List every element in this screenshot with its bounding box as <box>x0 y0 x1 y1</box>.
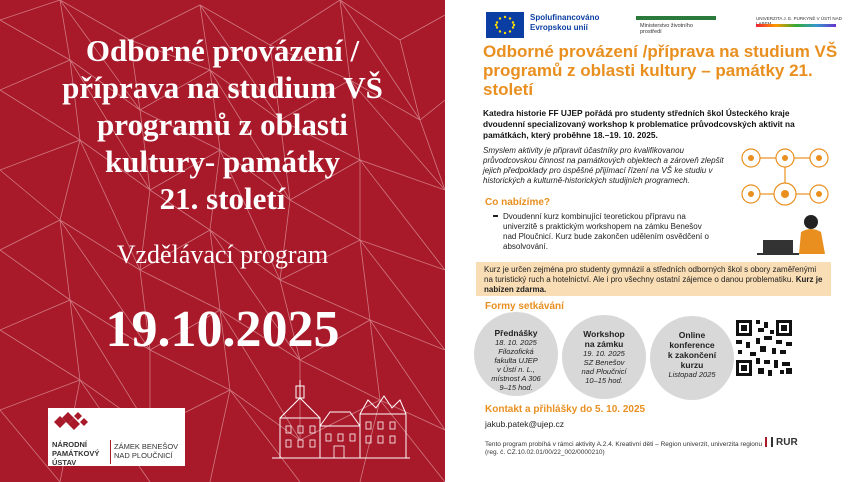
npu-name-line: ÚSTAV <box>52 458 77 467</box>
eu-text-line: Spolufinancováno <box>530 13 600 22</box>
npu-logo <box>48 408 185 466</box>
rur-icon <box>765 437 773 447</box>
form-circle-title: Online <box>678 330 706 340</box>
form-circle-line: Filozofická <box>498 347 534 356</box>
poster-title-line: příprava na studium VŠ <box>62 70 383 105</box>
form-circle-line: v Ústí n. L., <box>497 365 535 374</box>
offer-heading: Co nabízíme? <box>485 197 551 208</box>
form-circle-line: 19. 10. 2025 <box>583 349 625 358</box>
eu-flag-icon <box>486 12 524 38</box>
target-free-text: Kurz je nabízen zdarma. <box>484 275 823 294</box>
eu-text <box>530 13 599 33</box>
form-circle-line: 10–15 hod. <box>585 376 623 385</box>
right-flyer <box>468 0 856 482</box>
form-circle-title: Přednášky <box>494 328 538 338</box>
logo-strip <box>482 10 842 38</box>
ujep-logo <box>752 16 842 34</box>
ujep-text: UNIVERZITA J. E. PURKYNĚ V ÚSTÍ NAD <box>756 16 842 21</box>
contact-email[interactable]: jakub.patek@ujep.cz <box>485 419 565 429</box>
poster-title-line: programů z oblasti <box>97 107 348 142</box>
flyer-title: Odborné provázení /příprava na studium VŠ programů z oblasti kultury – památky 21. století <box>483 42 838 99</box>
form-circle-workshop <box>562 315 646 399</box>
form-circle-line: 18. 10. 2025 <box>495 338 537 347</box>
castle-drawing-icon <box>272 378 412 460</box>
form-circle-line: nad Ploučnicí <box>581 367 627 376</box>
form-circle-line: Listopad 2025 <box>668 370 716 379</box>
offer-item-text: Dvoudenní kurz kombinující teoretickou přípravu na univerzitě s praktickým workshopem na zámku Benešov nad Ploučnicí. Kurz bude zakončen udělením osvědčení o absolvování. <box>503 212 709 251</box>
form-circle-line: SZ Benešov <box>583 358 625 367</box>
form-circle-line: fakulta UJEP <box>494 356 538 365</box>
bullet-dash-icon <box>493 215 498 217</box>
castle-name <box>114 442 178 460</box>
eu-text-line: Evropskou unií <box>530 23 588 32</box>
npu-name-line: NÁRODNÍ <box>52 440 87 449</box>
castle-name-line: ZÁMEK BENEŠOV <box>114 442 179 451</box>
form-circle-title: na zámku <box>584 339 624 349</box>
rur-text: RUR <box>776 437 798 448</box>
flyer-footer: Tento program probíhá v rámci aktivity A.2.4. Kreativní děti – Region univerzit, univerzita regionu (reg. č. CZ.10.02.01/00/22_002/0000210) <box>485 441 763 456</box>
student-laptop-illustration-icon <box>733 148 833 256</box>
ministry-text: Ministerstvo životního prostředí <box>640 23 693 35</box>
npu-name-line: PAMÁTKOVÝ <box>52 449 100 458</box>
npu-emblem-icon <box>54 412 94 432</box>
poster-date: 19.10.2025 <box>105 301 340 358</box>
poster-subtitle: Vzdělávací program <box>116 240 329 269</box>
npu-divider <box>110 440 111 464</box>
poster-title-line: 21. století <box>159 181 286 216</box>
form-circle-title: kurzu <box>680 360 704 370</box>
form-circle-title: konference <box>669 340 715 350</box>
poster-title <box>20 32 425 217</box>
target-text: Kurz je určen zejména pro studenty gymnázií a středních odborných škol s obory zaměřenými na turistický ruch a hotelnictví. Ale i pro všechny ostatní zájemce o danou problematiku. <box>484 265 817 284</box>
ministry-logo <box>636 16 716 34</box>
flyer-aim: Smyslem aktivity je připravit účastníky pro kvalifikovanou průvodcovskou činnost na památkových objektech a zároveň zlepšit jejich předpoklady pro úspěšné přijímací řízení na VŠ ke studiu v historických a kulturně-historických studijních programech. <box>483 146 724 185</box>
ministry-bar <box>636 16 716 20</box>
form-circle-lectures <box>474 312 558 396</box>
form-circle-title: Workshop <box>583 329 625 339</box>
npu-name <box>52 440 112 467</box>
contact-heading: Kontakt a přihlášky do 5. 10. 2025 <box>485 404 646 415</box>
poster-title-line: kultury- památky <box>104 144 341 179</box>
form-circle-title: k zakončení <box>667 350 717 360</box>
form-circle-online <box>650 316 734 400</box>
castle-name-line: NAD PLOUČNICÍ <box>114 451 173 460</box>
offer-item <box>493 212 713 252</box>
qr-code-icon[interactable] <box>734 318 794 378</box>
poster-title-line: Odborné provázení / <box>85 33 360 68</box>
form-circle-line: 9–15 hod. <box>499 383 533 392</box>
forms-heading: Formy setkávání <box>485 301 564 312</box>
target-band <box>476 262 831 296</box>
rur-logo <box>765 437 798 448</box>
form-circle-line: místnost A 306 <box>491 374 541 383</box>
ujep-bar <box>756 24 836 27</box>
flyer-intro: Katedra historie FF UJEP pořádá pro studenty středních škol Ústeckého kraje dvoudenní specializovaný workshop k problematice průvodcovských aktivit na památkách, který proběhne 18.–19. 10. 2025. <box>483 108 795 140</box>
